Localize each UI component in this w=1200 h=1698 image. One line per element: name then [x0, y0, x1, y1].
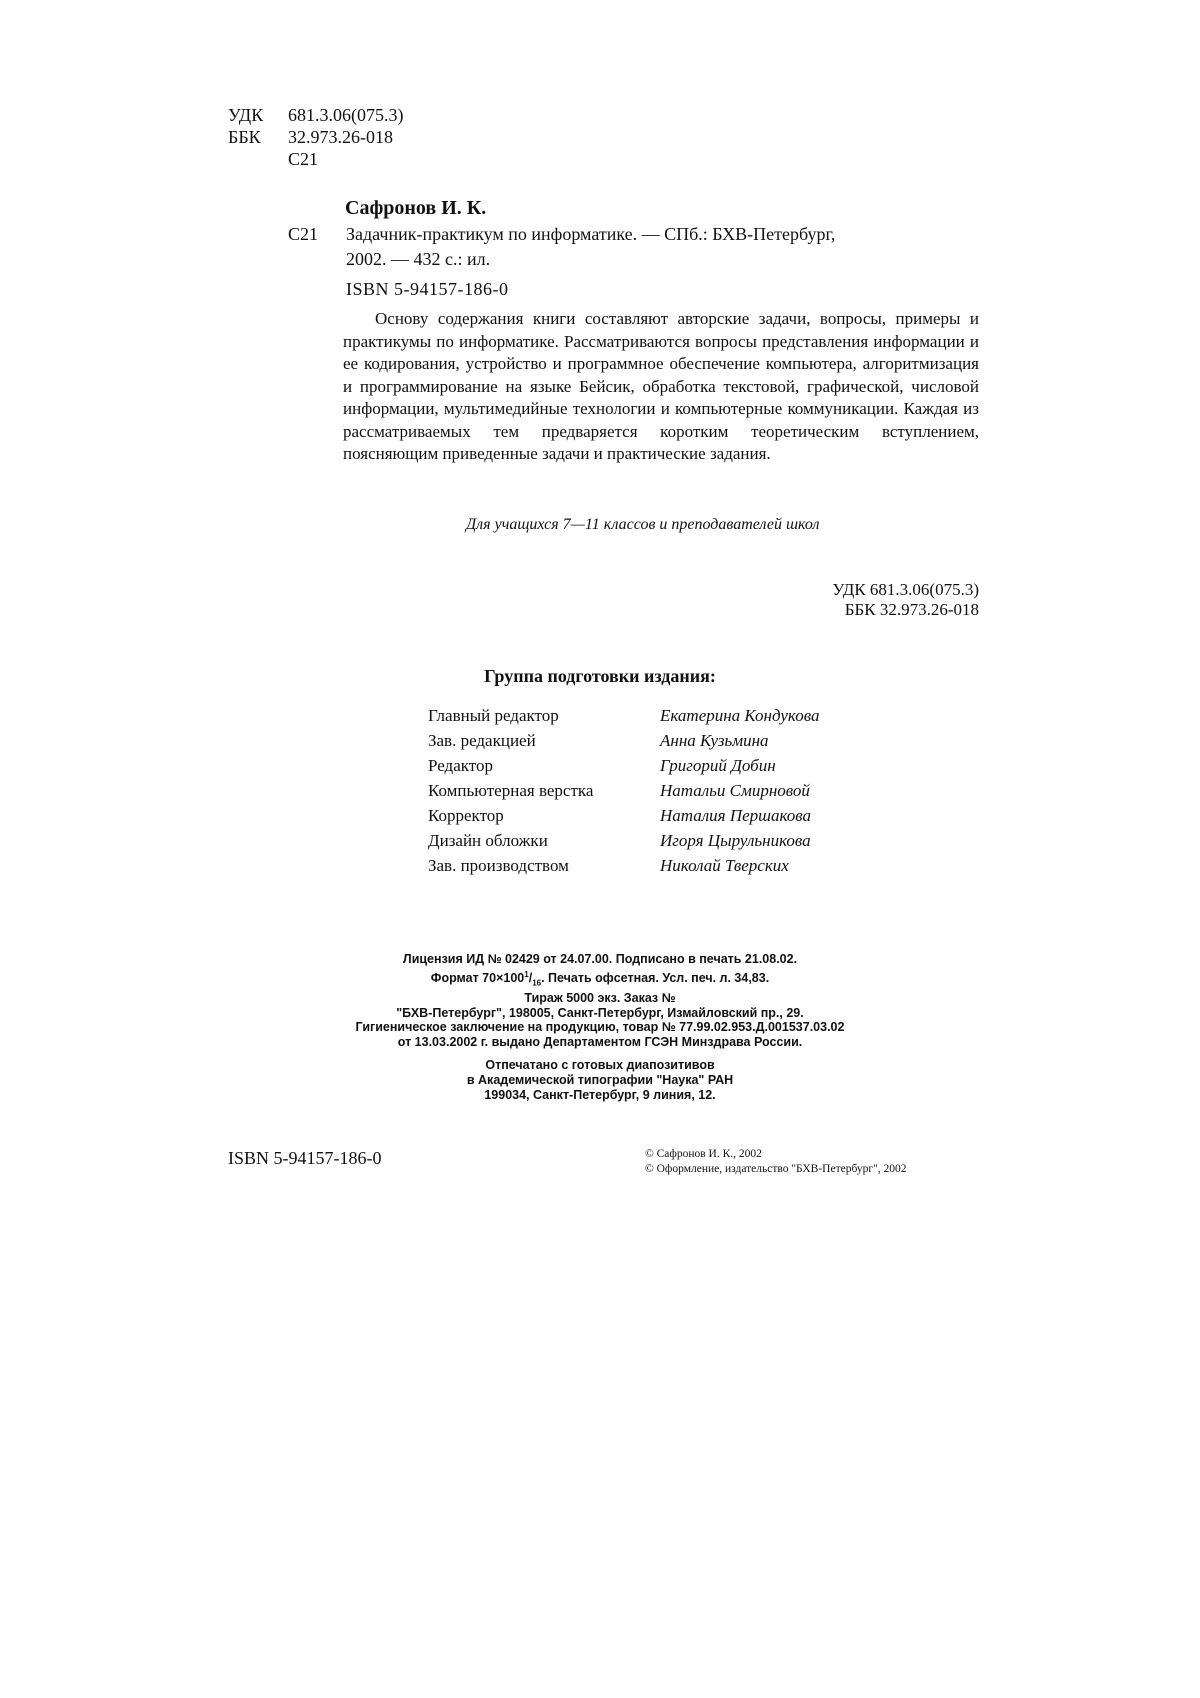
staff-row [428, 828, 819, 853]
imprint-hygiene-1: Гигиеническое заключение на продукцию, товар № 77.99.02.953.Д.001537.03.02 [355, 1020, 845, 1034]
staff-row [428, 703, 819, 728]
staff-person: Анна Кузьмина [660, 731, 769, 750]
staff-person: Григорий Добин [660, 756, 776, 775]
imprint-run: Тираж 5000 экз. Заказ № [524, 990, 676, 1005]
staff-row [428, 803, 819, 828]
imprint-format: Формат $70\times 100^1/_{16}$. Печать офсетная. Усл. печ. л. 34,83. [430, 970, 770, 988]
staff-row [428, 753, 819, 778]
staff-role: Корректор [428, 806, 504, 825]
staff-row [428, 778, 819, 803]
isbn-bottom: ISBN 5-94157-186-0 [228, 1148, 382, 1168]
staff-title: Группа подготовки издания: [484, 666, 716, 686]
staff-role: Дизайн обложки [428, 831, 548, 850]
copyright-block [645, 1147, 907, 1177]
udk-label: УДК [228, 105, 264, 125]
staff-person: Николай Тверских [660, 856, 789, 875]
abstract: Основу содержания книги составляют авторские задачи, вопросы, примеры и практикумы по информатике. Рассматриваются вопросы представления информации и ее кодирования, устройство и программное обеспечение компьютера, алгоритмизация и программирование на языке Бейсик, обработка текстовой, графической, числовой информации, мультимедийные технологии и компьютерные коммуникации. Каждая из рассматриваемых тем предваряется коротким теоретическим вступлением, поясняющим приведенные задачи и практические задания. [343, 309, 979, 463]
bbk-label: ББК [228, 127, 261, 147]
imprint-printed-2: в Академической типографии "Наука" РАН [466, 1073, 734, 1087]
staff-role: Зав. производством [428, 856, 569, 875]
udk-right: УДК 681.3.06(075.3) [832, 580, 979, 599]
imprint-printed-1: Отпечатано с готовых диапозитивов [485, 1058, 715, 1072]
staff-role: Редактор [428, 756, 493, 775]
classification-block [228, 104, 404, 170]
book-title-line-2: 2002. — 432 с.: ил. [346, 249, 491, 269]
author-code: С21 [288, 149, 319, 169]
bbk-right: ББК 32.973.26-018 [844, 600, 979, 619]
imprint-publisher: "БХВ-Петербург", 198005, Санкт-Петербург, Измайловский пр., 29. [396, 1005, 804, 1020]
bbk-value: 32.973.26-018 [288, 127, 393, 147]
staff-person: Игоря Цырульникова [660, 831, 811, 850]
staff-role: Компьютерная верстка [428, 781, 594, 800]
staff-row [428, 853, 819, 878]
staff-person: Наталия Першакова [660, 806, 812, 825]
imprint-hygiene-block [0, 1020, 1200, 1050]
imprint-printed-3: 199034, Санкт-Петербург, 9 линия, 12. [484, 1088, 716, 1102]
udk-value: 681.3.06(075.3) [288, 105, 404, 125]
copyright-author: © Сафронов И. К., 2002 [645, 1148, 762, 1160]
staff-row [428, 728, 819, 753]
audience-note: Для учащихся 7—11 классов и преподавателей школ [466, 516, 820, 533]
imprint-printed-block [0, 1058, 1200, 1103]
classification-right [832, 580, 979, 620]
staff-person: Екатерина Кондукова [660, 706, 820, 725]
book-code: С21 [288, 224, 319, 244]
author-name: Сафронов И. К. [345, 197, 487, 219]
staff-role: Зав. редакцией [428, 731, 536, 750]
isbn-top: ISBN 5-94157-186-0 [346, 279, 509, 299]
staff-role: Главный редактор [428, 706, 559, 725]
imprint-license: Лицензия ИД № 02429 от 24.07.00. Подписано в печать 21.08.02. [402, 952, 798, 966]
book-title-line-1: Задачник-практикум по информатике. — СПб.: БХВ-Петербург, [346, 224, 836, 244]
imprint-hygiene-2: от 13.03.2002 г. выдано Департаментом ГСЭН Минздрава России. [397, 1035, 803, 1049]
staff-person: Натальи Смирновой [660, 781, 810, 800]
staff-list [428, 703, 819, 878]
imprint-license-block [0, 952, 1200, 1021]
copyright-design: © Оформление, издательство "БХВ-Петербург", 2002 [645, 1163, 907, 1175]
